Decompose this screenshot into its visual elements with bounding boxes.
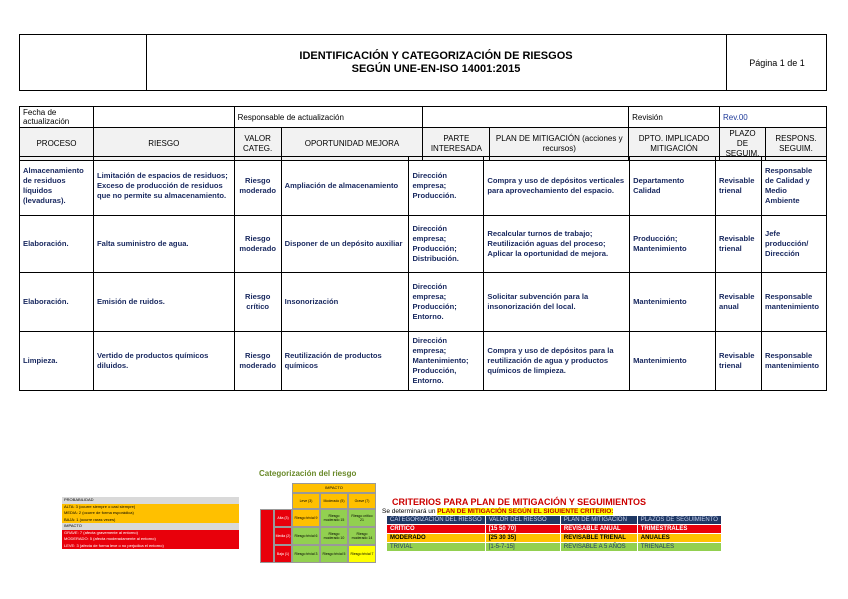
cell-plan: Recalcular turnos de trabajo; Reutilización aguas del proceso; Aplicar la oportunidad de mejora. (484, 216, 630, 273)
revision-label: Revisión (629, 107, 720, 128)
responsable-label: Responsable de actualización (234, 107, 423, 128)
criteria-header: PLAN DE MITIGACIÓN (560, 516, 637, 525)
table-row (387, 516, 722, 525)
cell-riesgo: Vertido de productos químicos diluidos. (93, 332, 234, 391)
criteria-table (386, 515, 722, 552)
col-header-oportunidad: OPORTUNIDAD MEJORA (281, 128, 423, 161)
table-row (387, 525, 722, 534)
cell-oportunidad: Ampliación de almacenamiento (281, 157, 409, 216)
matrix-side-bar (260, 509, 274, 563)
matrix-row-label: Media (2) (274, 527, 292, 545)
document-header (19, 34, 827, 91)
col-header-respons: RESPONS. SEGUIM. (765, 128, 826, 161)
responsable-value[interactable] (423, 107, 629, 128)
matrix-cell: Riesgo moderado 15 (320, 509, 348, 527)
criteria-cell: REVISABLE ANUAL (560, 525, 637, 534)
col-header-riesgo: RIESGO (93, 128, 234, 161)
matrix-cell: Riesgo trivial 9 (292, 509, 320, 527)
cell-riesgo: Emisión de ruidos. (93, 273, 234, 332)
cell-respons: Jefe producción/ Dirección (761, 216, 826, 273)
cell-oportunidad: Insonorización (281, 273, 409, 332)
table-row (20, 273, 827, 332)
cell-respons: Responsable de Calidad y Medio Ambiente (761, 157, 826, 216)
page-number: Página 1 de 1 (726, 35, 827, 90)
criteria-subtitle (382, 508, 613, 515)
matrix-cell: Riesgo trivial 6 (292, 527, 320, 545)
cell-proceso: Almacenamiento de residuos líquidos (levaduras). (20, 157, 94, 216)
col-header-dpto: DPTO. IMPLICADO MITIGACIÓN (629, 128, 720, 161)
cell-valor: Riesgo moderado (234, 216, 281, 273)
col-header-valor: VALOR CATEG. (234, 128, 281, 161)
cell-oportunidad: Reutilización de productos químicos (281, 332, 409, 391)
cell-plazo: Revisable anual (715, 273, 761, 332)
matrix-row-label: Alta (3) (274, 509, 292, 527)
col-header-proceso: PROCESO (20, 128, 94, 161)
legend-line: MODERADO: 5 (afecta moderadamente al entorno) (62, 536, 239, 543)
criteria-cell: REVISABLE A 5 AÑOS (560, 543, 637, 552)
matrix-col-label: Moderado (5) (320, 493, 348, 509)
cell-dpto: Departamento Calidad (630, 157, 716, 216)
legend-line: BAJA: 1 (ocurre raras veces) (62, 517, 239, 524)
matrix-cell: Riesgo trivial 3 (292, 545, 320, 563)
cell-respons: Responsable mantenimiento (761, 332, 826, 391)
table-row (387, 543, 722, 552)
cell-riesgo: Limitación de espacios de residuos; Exceso de producción de residuos que no permite su almacenamiento. (93, 157, 234, 216)
legend-line: MEDIA: 2 (ocurre de forma esporádica) (62, 510, 239, 517)
criteria-cell: TRIVIAL (387, 543, 486, 552)
criteria-cell: REVISABLE TRIENAL (560, 534, 637, 543)
title-line-2: SEGÚN UNE-EN-ISO 14001:2015 (351, 62, 521, 75)
matrix-cell: Riesgo moderado 10 (320, 527, 348, 545)
criteria-cell: TRIENALES (637, 543, 721, 552)
criteria-cell: [25 30 35] (485, 534, 560, 543)
table-row (387, 534, 722, 543)
cell-plazo: Revisable trienal (715, 332, 761, 391)
criteria-cell: ANUALES (637, 534, 721, 543)
col-header-parte: PARTE INTERESADA (423, 128, 490, 161)
cell-riesgo: Falta suministro de agua. (93, 216, 234, 273)
matrix-cell: Riesgo trivial 7 (348, 545, 376, 563)
cell-parte: Dirección empresa; Producción; Entorno. (409, 273, 484, 332)
risk-matrix (260, 483, 376, 563)
cell-dpto: Mantenimiento (630, 332, 716, 391)
probability-impact-legend (62, 497, 239, 562)
cell-respons: Responsable mantenimiento (761, 273, 826, 332)
cell-parte: Dirección empresa; Producción; Distribución. (409, 216, 484, 273)
matrix-col-label: Grave (7) (348, 493, 376, 509)
cell-parte: Dirección empresa; Mantenimiento; Producción, Entorno. (409, 332, 484, 391)
col-header-plazo: PLAZO DE SEGUIM. (720, 128, 766, 161)
criteria-cell: [1-5-7-15] (485, 543, 560, 552)
legend-line: GRAVE: 7 (afecta gravemente al entorno) (62, 530, 239, 537)
logo-area (20, 35, 147, 90)
revision-value: Rev.00 (720, 107, 827, 128)
table-row (20, 216, 827, 273)
cell-proceso: Elaboración. (20, 216, 94, 273)
cell-dpto: Mantenimiento (630, 273, 716, 332)
matrix-col-label: Leve (3) (292, 493, 320, 509)
legend-line: ALTA: 3 (ocurre siempre o casi siempre) (62, 504, 239, 511)
cell-valor: Riesgo crítico (234, 273, 281, 332)
matrix-row-label: Baja (1) (274, 545, 292, 563)
cell-plan: Solicitar subvención para la insonorización del local. (484, 273, 630, 332)
col-header-plan: PLAN DE MITIGACIÓN (acciones y recursos) (490, 128, 629, 161)
fecha-value[interactable] (93, 107, 234, 128)
cell-proceso: Limpieza. (20, 332, 94, 391)
cell-plazo: Revisable trienal (715, 157, 761, 216)
cell-proceso: Elaboración. (20, 273, 94, 332)
matrix-cell: Riesgo trivial 5 (320, 545, 348, 563)
criteria-cell: MODERADO (387, 534, 486, 543)
criteria-sub-prefix: Se determinará un (382, 508, 436, 515)
cell-plan: Compra y uso de depósitos verticales para aprovechamiento del espacio. (484, 157, 630, 216)
criteria-header: VALOR DEL RIESGO (485, 516, 560, 525)
cell-valor: Riesgo moderado (234, 157, 281, 216)
cell-parte: Dirección empresa; Producción. (409, 157, 484, 216)
criteria-header: CATEGORIZACIÓN DEL RIESGO (387, 516, 486, 525)
document-title (146, 35, 726, 90)
table-row (20, 157, 827, 216)
matrix-header: IMPACTO (292, 483, 376, 493)
criteria-header: PLAZOS DE SEGUIMIENTO (637, 516, 721, 525)
cell-valor: Riesgo moderado (234, 332, 281, 391)
table-row (20, 332, 827, 391)
matrix-cell: Riesgo moderado 14 (348, 527, 376, 545)
legend-line: PROBABILIDAD (62, 497, 239, 504)
criteria-cell: CRÍTICO (387, 525, 486, 534)
legend-line: IMPACTO (62, 523, 239, 530)
title-line-1: IDENTIFICACIÓN Y CATEGORIZACIÓN DE RIESGOS (299, 49, 573, 62)
criteria-title: CRITERIOS PARA PLAN DE MITIGACIÓN Y SEGUIMIENTOS (392, 497, 647, 507)
cell-plazo: Revisable trienal (715, 216, 761, 273)
info-table (19, 106, 827, 161)
criteria-sub-highlight: PLAN DE MITIGACIÓN SEGÚN EL SIGUIENTE CRITERIO: (437, 508, 614, 515)
cell-plan: Compra y uso de depósitos para la reutilización de agua y productos químicos de limpieza. (484, 332, 630, 391)
cell-oportunidad: Disponer de un depósito auxiliar (281, 216, 409, 273)
cell-dpto: Producción; Mantenimiento (630, 216, 716, 273)
legend-line: LEVE: 3 (afecta de forma leve o no perjudica el entorno) (62, 543, 239, 550)
fecha-label: Fecha de actualización (20, 107, 94, 128)
risk-table (19, 156, 827, 391)
criteria-cell: [15 50 70] (485, 525, 560, 534)
matrix-cell: Riesgo crítico 21 (348, 509, 376, 527)
criteria-cell: TRIMESTRALES (637, 525, 721, 534)
matrix-title: Categorización del riesgo (259, 469, 357, 478)
